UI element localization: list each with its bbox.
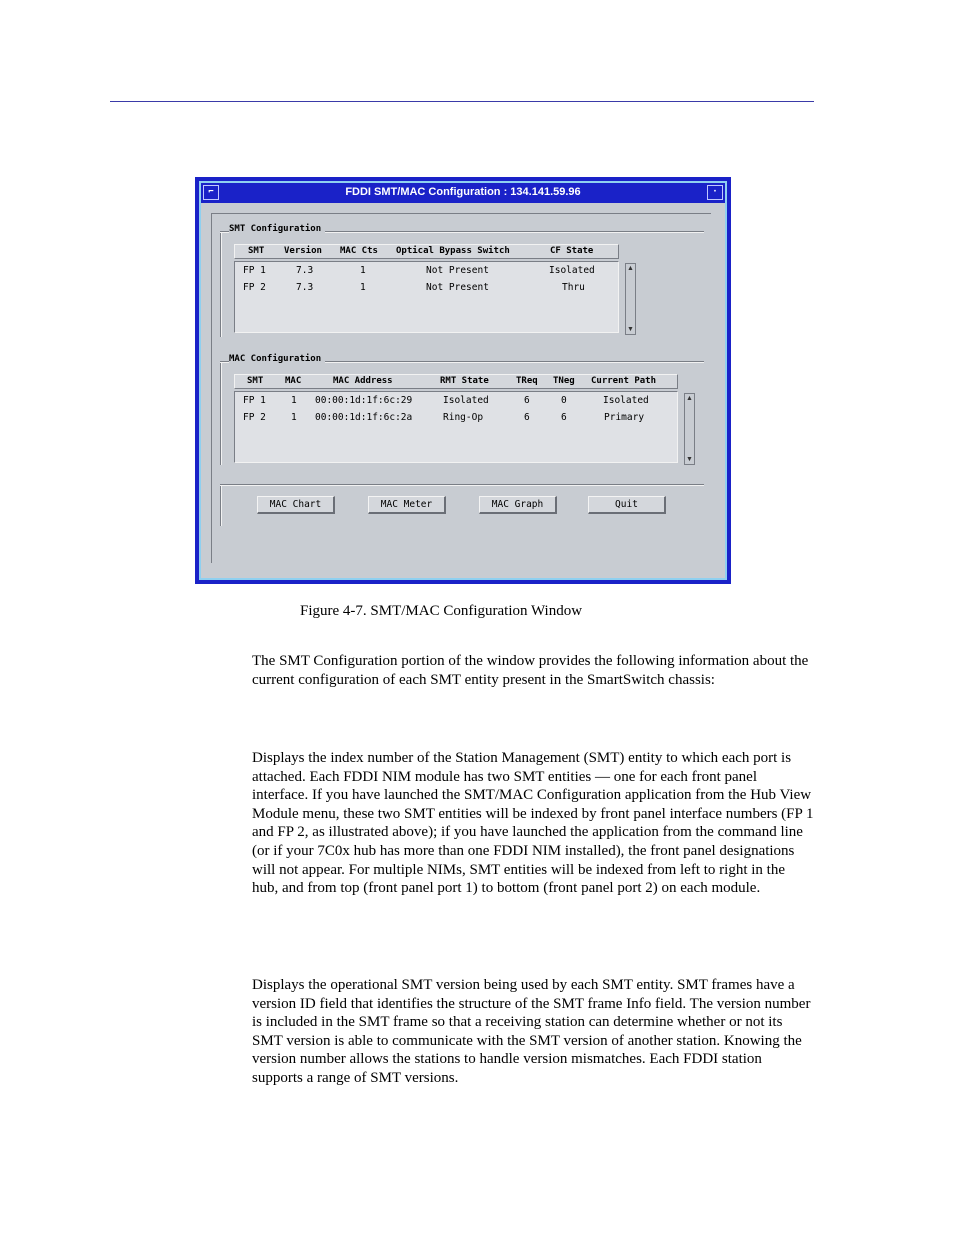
mac-scrollbar[interactable] (684, 393, 695, 465)
window-title: FDDI SMT/MAC Configuration : 134.141.59.96 (345, 186, 581, 198)
smt-cell-optical-bypass: Not Present (426, 282, 489, 293)
window-frame (199, 181, 727, 580)
smt-cell-cf-state: Isolated (549, 265, 595, 276)
mac-col-rmt-state: RMT State (440, 376, 489, 386)
scroll-up-icon[interactable]: ▲ (627, 264, 634, 272)
smt-scrollbar[interactable] (625, 263, 636, 335)
smt-table-header (234, 244, 619, 259)
mac-group-label: MAC Configuration (229, 354, 325, 364)
smt-description: Displays the index number of the Station Management (SMT) entity to which each port is attached. Each FDDI NIM module has two SMT entities — one for each front panel interface. If you have launched the SMT/MAC Configuration application from the Hub View Module menu, these two SMT entities will be indexed by front panel interface numbers (FP 1 and FP 2, as illustrated above); if you have launched the application from the command line (or if your 7C0x hub has more than one FDDI NIM installed), the front panel designations will not appear. For multiple NIMs, SMT entities will be indexed from left to right in the hub, and from top (front panel port 1) to bottom (front panel port 2) on each module. (252, 750, 814, 897)
mac-cell-mac: 1 (291, 412, 297, 423)
system-menu-icon[interactable]: ⌐ (203, 185, 219, 200)
smt-cell-smt: FP 1 (243, 265, 266, 276)
intro-paragraph: The SMT Configuration portion of the window provides the following information about the current configuration of each SMT entity present in the SmartSwitch chassis: (252, 653, 809, 688)
mac-group-border (220, 363, 222, 465)
mac-cell-current-path: Isolated (603, 395, 649, 406)
mac-cell-smt: FP 2 (243, 412, 266, 423)
smt-group-label: SMT Configuration (229, 224, 325, 234)
mac-col-smt: SMT (247, 376, 264, 386)
mac-graph-button[interactable]: MAC Graph (479, 496, 557, 514)
smt-list[interactable] (234, 261, 619, 333)
smt-cell-mac-cts: 1 (360, 282, 366, 293)
button-group-line (220, 484, 704, 486)
smt-group-border (220, 233, 222, 337)
smt-col-cf-state: CF State (550, 246, 594, 256)
mac-col-treq: TReq (516, 376, 538, 386)
mac-col-mac: MAC (285, 376, 302, 386)
header-rule (110, 101, 814, 102)
mac-cell-mac-address: 00:00:1d:1f:6c:2a (315, 412, 413, 423)
minimize-icon[interactable]: · (707, 185, 723, 200)
mac-cell-current-path: Primary (604, 412, 645, 423)
mac-cell-treq: 6 (524, 412, 530, 423)
mac-col-current-path: Current Path (591, 376, 657, 386)
smt-cell-smt: FP 2 (243, 282, 266, 293)
mac-cell-smt: FP 1 (243, 395, 266, 406)
mac-cell-tneg: 6 (561, 412, 567, 423)
mac-meter-button[interactable]: MAC Meter (368, 496, 446, 514)
window-client-area (205, 207, 721, 573)
version-description: Displays the operational SMT version being used by each SMT entity. SMT frames have a version ID field that identifies the structure of the SMT frame Info field. The version number is included in the SMT frame so that a receiving station can determine whether or not its SMT version is able to communicate with the SMT version of another station. Knowing the version number allows the stations to handle version mismatches. Each FDDI station supports a range of SMT versions. (252, 977, 811, 1086)
button-group-border (220, 486, 222, 526)
scroll-down-icon[interactable]: ▼ (627, 325, 634, 333)
mac-cell-mac: 1 (291, 395, 297, 406)
scroll-up-icon[interactable]: ▲ (686, 394, 693, 402)
mac-col-tneg: TNeg (553, 376, 575, 386)
figure-caption: Figure 4-7. SMT/MAC Configuration Window (300, 603, 583, 619)
smt-mac-config-window (195, 177, 731, 584)
mac-list[interactable] (234, 391, 678, 463)
mac-cell-rmt-state: Isolated (443, 395, 489, 406)
window-titlebar[interactable] (201, 183, 725, 203)
smt-cell-version: 7.3 (296, 265, 314, 276)
mac-table-header (234, 374, 678, 389)
smt-cell-cf-state: Thru (562, 282, 585, 293)
smt-cell-mac-cts: 1 (360, 265, 366, 276)
scroll-down-icon[interactable]: ▼ (686, 455, 693, 463)
smt-cell-version: 7.3 (296, 282, 314, 293)
mac-chart-button[interactable]: MAC Chart (257, 496, 335, 514)
mac-cell-treq: 6 (524, 395, 530, 406)
quit-button[interactable]: Quit (588, 496, 666, 514)
mac-cell-rmt-state: Ring-Op (443, 412, 484, 423)
smt-col-optical-bypass: Optical Bypass Switch (396, 246, 510, 256)
mac-col-mac-address: MAC Address (333, 376, 393, 386)
smt-col-version: Version (284, 246, 322, 256)
smt-col-smt: SMT (248, 246, 265, 256)
mac-cell-mac-address: 00:00:1d:1f:6c:29 (315, 395, 413, 406)
smt-col-mac-cts: MAC Cts (340, 246, 378, 256)
smt-cell-optical-bypass: Not Present (426, 265, 489, 276)
mac-cell-tneg: 0 (561, 395, 567, 406)
